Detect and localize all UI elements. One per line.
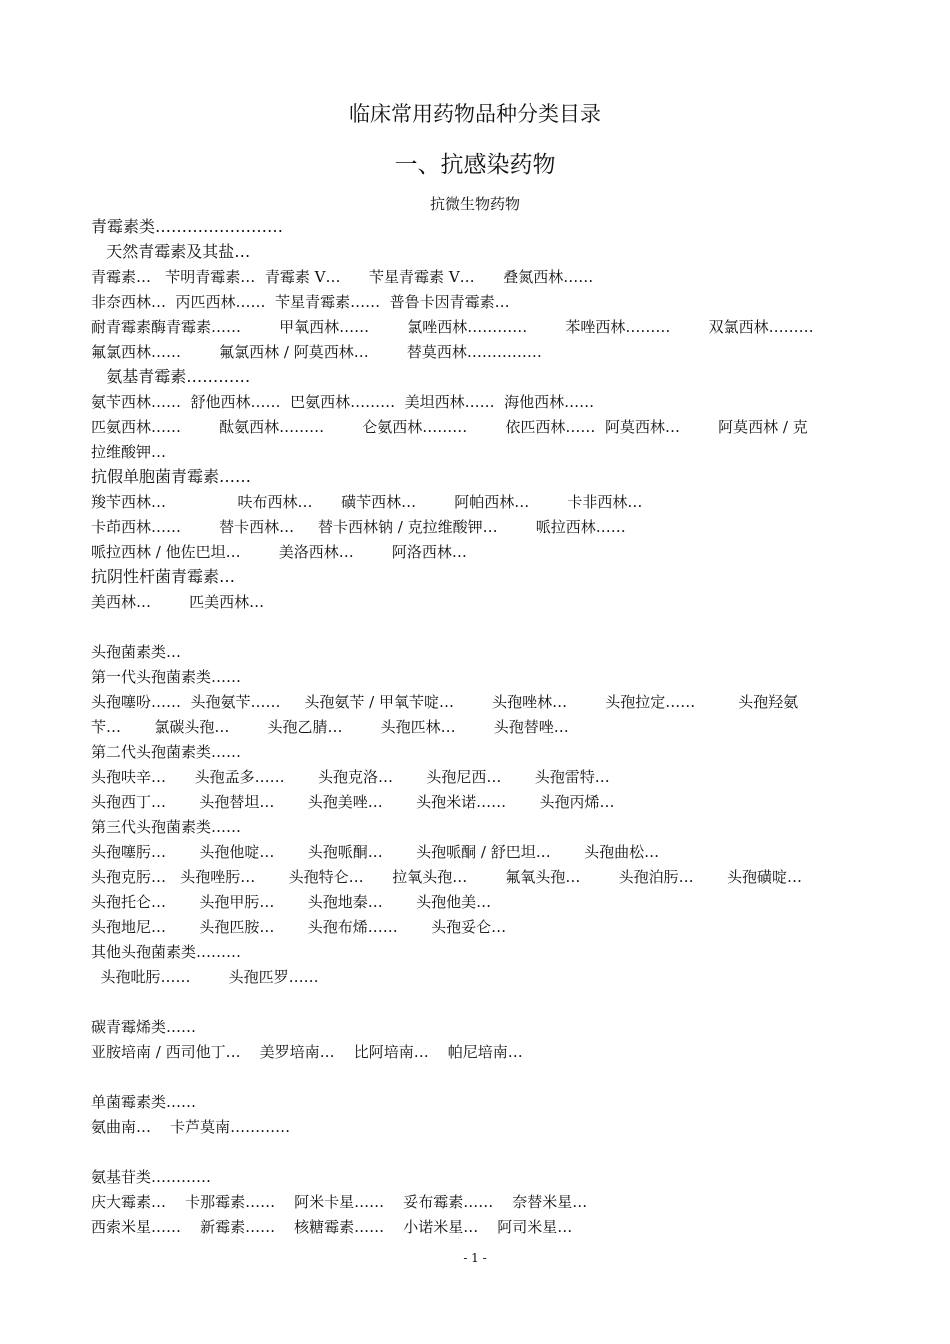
drug-line: 卡茚西林…… 替卡西林… 替卡西林钠 / 克拉维酸钾… 哌拉西林……: [91, 518, 626, 536]
subcategory-heading: 抗阴性杆菌青霉素…: [91, 567, 236, 586]
drug-line: 匹氨西林…… 酞氨西林……… 仑氨西林……… 依匹西林…… 阿莫西林… 阿莫西林 / 克: [91, 418, 808, 436]
drug-line: 氨曲南… 卡芦莫南…………: [91, 1118, 291, 1136]
category-heading: 青霉素类……………………: [91, 217, 284, 236]
drug-line: 头孢吡肟…… 头孢匹罗……: [91, 968, 319, 986]
drug-line: 羧苄西林… 呋布西林… 磺苄西林… 阿帕西林… 卡非西林…: [91, 493, 643, 511]
subcategory-heading: 第二代头孢菌素类……: [91, 743, 242, 761]
drug-line: 头孢噻吩…… 头孢氨苄…… 头孢氨苄 / 甲氧苄啶… 头孢唑林… 头孢拉定…… 头孢羟氨: [91, 693, 799, 711]
drug-line: 头孢克肟… 头孢唑肟… 头孢特仑… 拉氧头孢… 氟氧头孢… 头孢泊肟… 头孢磺啶…: [91, 868, 802, 886]
category-heading: 单菌霉素类……: [91, 1093, 197, 1111]
document-title: 临床常用药物品种分类目录: [349, 102, 601, 126]
page-number: - 1 -: [463, 1251, 487, 1265]
drug-line: 美西林… 匹美西林…: [91, 593, 265, 611]
drug-line: 头孢噻肟… 头孢他啶… 头孢哌酮… 头孢哌酮 / 舒巴坦… 头孢曲松…: [91, 843, 660, 861]
drug-line: 氨苄西林…… 舒他西林…… 巴氨西林……… 美坦西林…… 海他西林……: [91, 393, 595, 411]
subcategory-heading: 氨基青霉素…………: [91, 367, 251, 386]
category-heading: 头孢菌素类…: [91, 643, 182, 661]
drug-line: 庆大霉素… 卡那霉素…… 阿米卡星…… 妥布霉素…… 奈替米星…: [91, 1193, 588, 1211]
subcategory-heading: 第三代头孢菌素类……: [91, 818, 242, 836]
drug-line: 耐青霉素酶青霉素…… 甲氧西林…… 氯唑西林………… 苯唑西林……… 双氯西林………: [91, 318, 814, 336]
drug-line: 亚胺培南 / 西司他丁… 美罗培南… 比阿培南… 帕尼培南…: [91, 1043, 523, 1061]
drug-line: 头孢地尼… 头孢匹胺… 头孢布烯…… 头孢妥仑…: [91, 918, 507, 936]
subcategory-heading: 第一代头孢菌素类……: [91, 668, 242, 686]
drug-line: 氟氯西林…… 氟氯西林 / 阿莫西林… 替莫西林……………: [91, 343, 542, 361]
subcategory-heading: 天然青霉素及其盐…: [91, 242, 251, 261]
section-title: 抗微生物药物: [429, 195, 520, 213]
drug-line: 头孢呋辛… 头孢孟多…… 头孢克洛… 头孢尼西… 头孢雷特…: [91, 768, 610, 786]
drug-line: 青霉素… 苄明青霉素… 青霉素 V… 苄星青霉素 V… 叠氮西林……: [91, 268, 594, 286]
drug-line: 头孢西丁… 头孢替坦… 头孢美唑… 头孢米诺…… 头孢丙烯…: [91, 793, 615, 811]
drug-line: 苄… 氯碳头孢… 头孢乙腈… 头孢匹林… 头孢替唑…: [91, 718, 569, 736]
category-heading: 碳青霉烯类……: [91, 1018, 197, 1036]
subcategory-heading: 其他头孢菌素类………: [91, 943, 242, 961]
drug-line: 拉维酸钾…: [91, 443, 167, 461]
drug-line: 哌拉西林 / 他佐巴坦… 美洛西林… 阿洛西林…: [91, 543, 467, 561]
subcategory-heading: 抗假单胞菌青霉素……: [91, 467, 252, 486]
drug-line: 非奈西林… 丙匹西林…… 苄星青霉素…… 普鲁卡因青霉素…: [91, 293, 510, 311]
drug-line: 西索米星…… 新霉素…… 核糖霉素…… 小诺米星… 阿司米星…: [91, 1218, 573, 1236]
drug-line: 头孢托仑… 头孢甲肟… 头孢地秦… 头孢他美…: [91, 893, 492, 911]
category-heading: 氨基苷类…………: [91, 1168, 212, 1186]
chapter-title: 一、抗感染药物: [394, 152, 556, 178]
